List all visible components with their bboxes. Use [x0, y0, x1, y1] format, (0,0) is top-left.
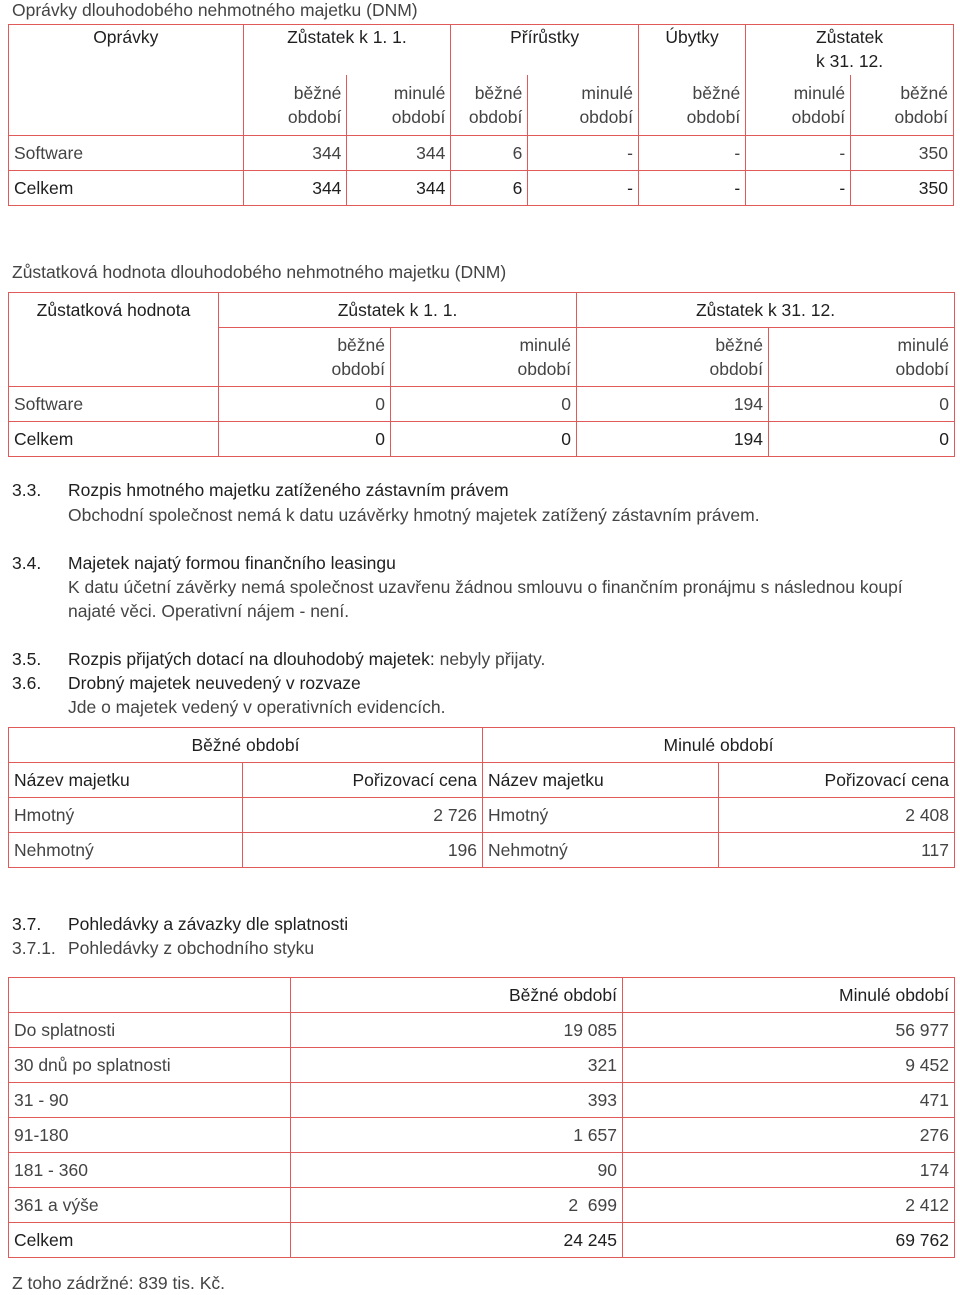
zustatkova-sub-minule: minulé období: [391, 328, 577, 387]
row-label: Celkem: [9, 1223, 291, 1258]
cell: 321: [291, 1048, 623, 1083]
drobny-col-cena: Pořizovací cena: [719, 763, 955, 798]
table-row: [9, 1118, 955, 1153]
drobny-col-nazev: Název majetku: [9, 763, 243, 798]
table-row: [9, 1083, 955, 1118]
cell: Hmotný: [9, 798, 243, 833]
cell: 174: [623, 1153, 955, 1188]
opravky-sub-bezne: běžné období: [638, 75, 745, 136]
pohledavky-header-minule: Minulé období: [623, 978, 955, 1013]
opravky-sub-bezne: běžné období: [243, 75, 347, 136]
cell: 1 657: [291, 1118, 623, 1153]
table-row: [9, 421, 955, 456]
table-row: [9, 1013, 955, 1048]
table-row: [9, 1153, 955, 1188]
zustatkova-header-label: Zůstatková hodnota: [9, 293, 219, 328]
opravky-header-zustatek-31-12: Zůstatek k 31. 12.: [746, 25, 954, 76]
cell: Hmotný: [483, 798, 719, 833]
table-row: [9, 136, 954, 171]
pohledavky-header-bezne: Běžné období: [291, 978, 623, 1013]
table-row: [9, 386, 955, 421]
section-3-7-1-title: Pohledávky z obchodního styku: [68, 938, 315, 958]
pohledavky-note: Z toho zádržné: 839 tis. Kč.: [12, 1273, 226, 1293]
cell: Nehmotný: [9, 833, 243, 868]
row-label: Software: [9, 386, 219, 421]
section-3-7-number: 3.7.: [12, 914, 42, 934]
table-row: [9, 1048, 955, 1083]
pohledavky-header-empty: [9, 978, 291, 1013]
cell: 117: [719, 833, 955, 868]
zustatkova-sub-bezne: běžné období: [577, 328, 769, 387]
row-label: 361 a výše: [9, 1188, 291, 1223]
cell: 90: [291, 1153, 623, 1188]
cell: 2 726: [243, 798, 483, 833]
row-label: Software: [9, 136, 244, 171]
opravky-table: [8, 24, 954, 206]
cell: -: [638, 136, 745, 171]
section-3-5-number: 3.5.: [12, 649, 42, 669]
cell: 0: [769, 386, 955, 421]
cell: -: [746, 136, 851, 171]
opravky-header-zustatek-1-1: Zůstatek k 1. 1.: [243, 25, 451, 76]
row-label: 30 dnů po splatnosti: [9, 1048, 291, 1083]
cell: 19 085: [291, 1013, 623, 1048]
pohledavky-table: [8, 977, 955, 1258]
cell: Nehmotný: [483, 833, 719, 868]
table-row: [9, 1188, 955, 1223]
row-label: Celkem: [9, 171, 244, 206]
zustatkova-caption: Zůstatková hodnota dlouhodobého nehmotného majetku (DNM): [12, 262, 507, 282]
row-label: 181 - 360: [9, 1153, 291, 1188]
cell: 2 699: [291, 1188, 623, 1223]
cell: 6: [451, 136, 528, 171]
opravky-caption: Oprávky dlouhodobého nehmotného majetku (DNM): [12, 0, 418, 20]
zustatkova-header-1-1: Zůstatek k 1. 1.: [219, 293, 577, 328]
row-label: Do splatnosti: [9, 1013, 291, 1048]
cell: 2 408: [719, 798, 955, 833]
cell: -: [746, 171, 851, 206]
cell: 393: [291, 1083, 623, 1118]
opravky-sub-bezne: běžné období: [451, 75, 528, 136]
section-3-4-text-2: najaté věci. Operativní nájem - není.: [68, 601, 350, 621]
drobny-majetek-table: [8, 727, 955, 868]
section-3-7-1-number: 3.7.1.: [12, 938, 56, 958]
drobny-col-cena: Pořizovací cena: [243, 763, 483, 798]
cell: 344: [243, 136, 347, 171]
section-3-4-title: Majetek najatý formou finančního leasingu: [68, 553, 396, 573]
section-3-6-number: 3.6.: [12, 673, 42, 693]
drobny-period-minule: Minulé období: [483, 728, 955, 763]
section-3-3-text: Obchodní společnost nemá k datu uzávěrky hmotný majetek zatížený zástavním právem.: [68, 505, 760, 525]
cell: 0: [219, 421, 391, 456]
drobny-col-nazev: Název majetku: [483, 763, 719, 798]
zustatkova-sub-bezne: běžné období: [219, 328, 391, 387]
cell: 0: [391, 421, 577, 456]
section-3-3-title: Rozpis hmotného majetku zatíženého zástavním právem: [68, 480, 509, 500]
table-row: [9, 833, 955, 868]
cell: 0: [219, 386, 391, 421]
row-label: Celkem: [9, 421, 219, 456]
cell: 194: [577, 386, 769, 421]
opravky-sub-minule: minulé období: [347, 75, 451, 136]
cell: 471: [623, 1083, 955, 1118]
drobny-period-bezne: Běžné období: [9, 728, 483, 763]
zustatkova-table: [8, 292, 955, 457]
opravky-sub-minule: minulé období: [528, 75, 639, 136]
opravky-sub-minule: minulé období: [746, 75, 851, 136]
cell: 0: [391, 386, 577, 421]
cell: 0: [769, 421, 955, 456]
cell: 196: [243, 833, 483, 868]
table-row: [9, 171, 954, 206]
cell: 344: [347, 171, 451, 206]
cell: 69 762: [623, 1223, 955, 1258]
cell: 344: [347, 136, 451, 171]
cell: 56 977: [623, 1013, 955, 1048]
cell: 24 245: [291, 1223, 623, 1258]
cell: 344: [243, 171, 347, 206]
cell: 276: [623, 1118, 955, 1153]
section-3-7-title: Pohledávky a závazky dle splatnosti: [68, 914, 349, 934]
section-3-5-title: Rozpis přijatých dotací na dlouhodobý majetek: nebyly přijaty.: [68, 649, 546, 669]
zustatkova-sub-minule: minulé období: [769, 328, 955, 387]
opravky-header-prirustky: Přírůstky: [451, 25, 639, 76]
section-3-6-title: Drobný majetek neuvedený v rozvaze: [68, 673, 361, 693]
section-3-4-text-1: K datu účetní závěrky nemá společnost uzavřenu žádnou smlouvu o finančním pronájmu s následnou koupí: [68, 577, 903, 597]
opravky-header-ubytky: Úbytky: [638, 25, 745, 76]
zustatkova-sub-empty: [9, 328, 219, 387]
cell: 2 412: [623, 1188, 955, 1223]
zustatkova-header-31-12: Zůstatek k 31. 12.: [577, 293, 955, 328]
cell: 194: [577, 421, 769, 456]
cell: -: [638, 171, 745, 206]
table-row: [9, 798, 955, 833]
cell: 9 452: [623, 1048, 955, 1083]
cell: 350: [851, 136, 954, 171]
row-label: 91-180: [9, 1118, 291, 1153]
section-3-3-number: 3.3.: [12, 480, 42, 500]
cell: 6: [451, 171, 528, 206]
table-row: [9, 1223, 955, 1258]
section-3-6-text: Jde o majetek vedený v operativních evidencích.: [68, 697, 446, 717]
opravky-header-label: Oprávky: [9, 25, 244, 76]
cell: -: [528, 171, 639, 206]
cell: -: [528, 136, 639, 171]
cell: 350: [851, 171, 954, 206]
section-3-4-number: 3.4.: [12, 553, 42, 573]
opravky-sub-bezne: běžné období: [851, 75, 954, 136]
opravky-sub-empty: [9, 75, 244, 136]
section-3-5-value: nebyly přijaty.: [434, 649, 546, 669]
row-label: 31 - 90: [9, 1083, 291, 1118]
